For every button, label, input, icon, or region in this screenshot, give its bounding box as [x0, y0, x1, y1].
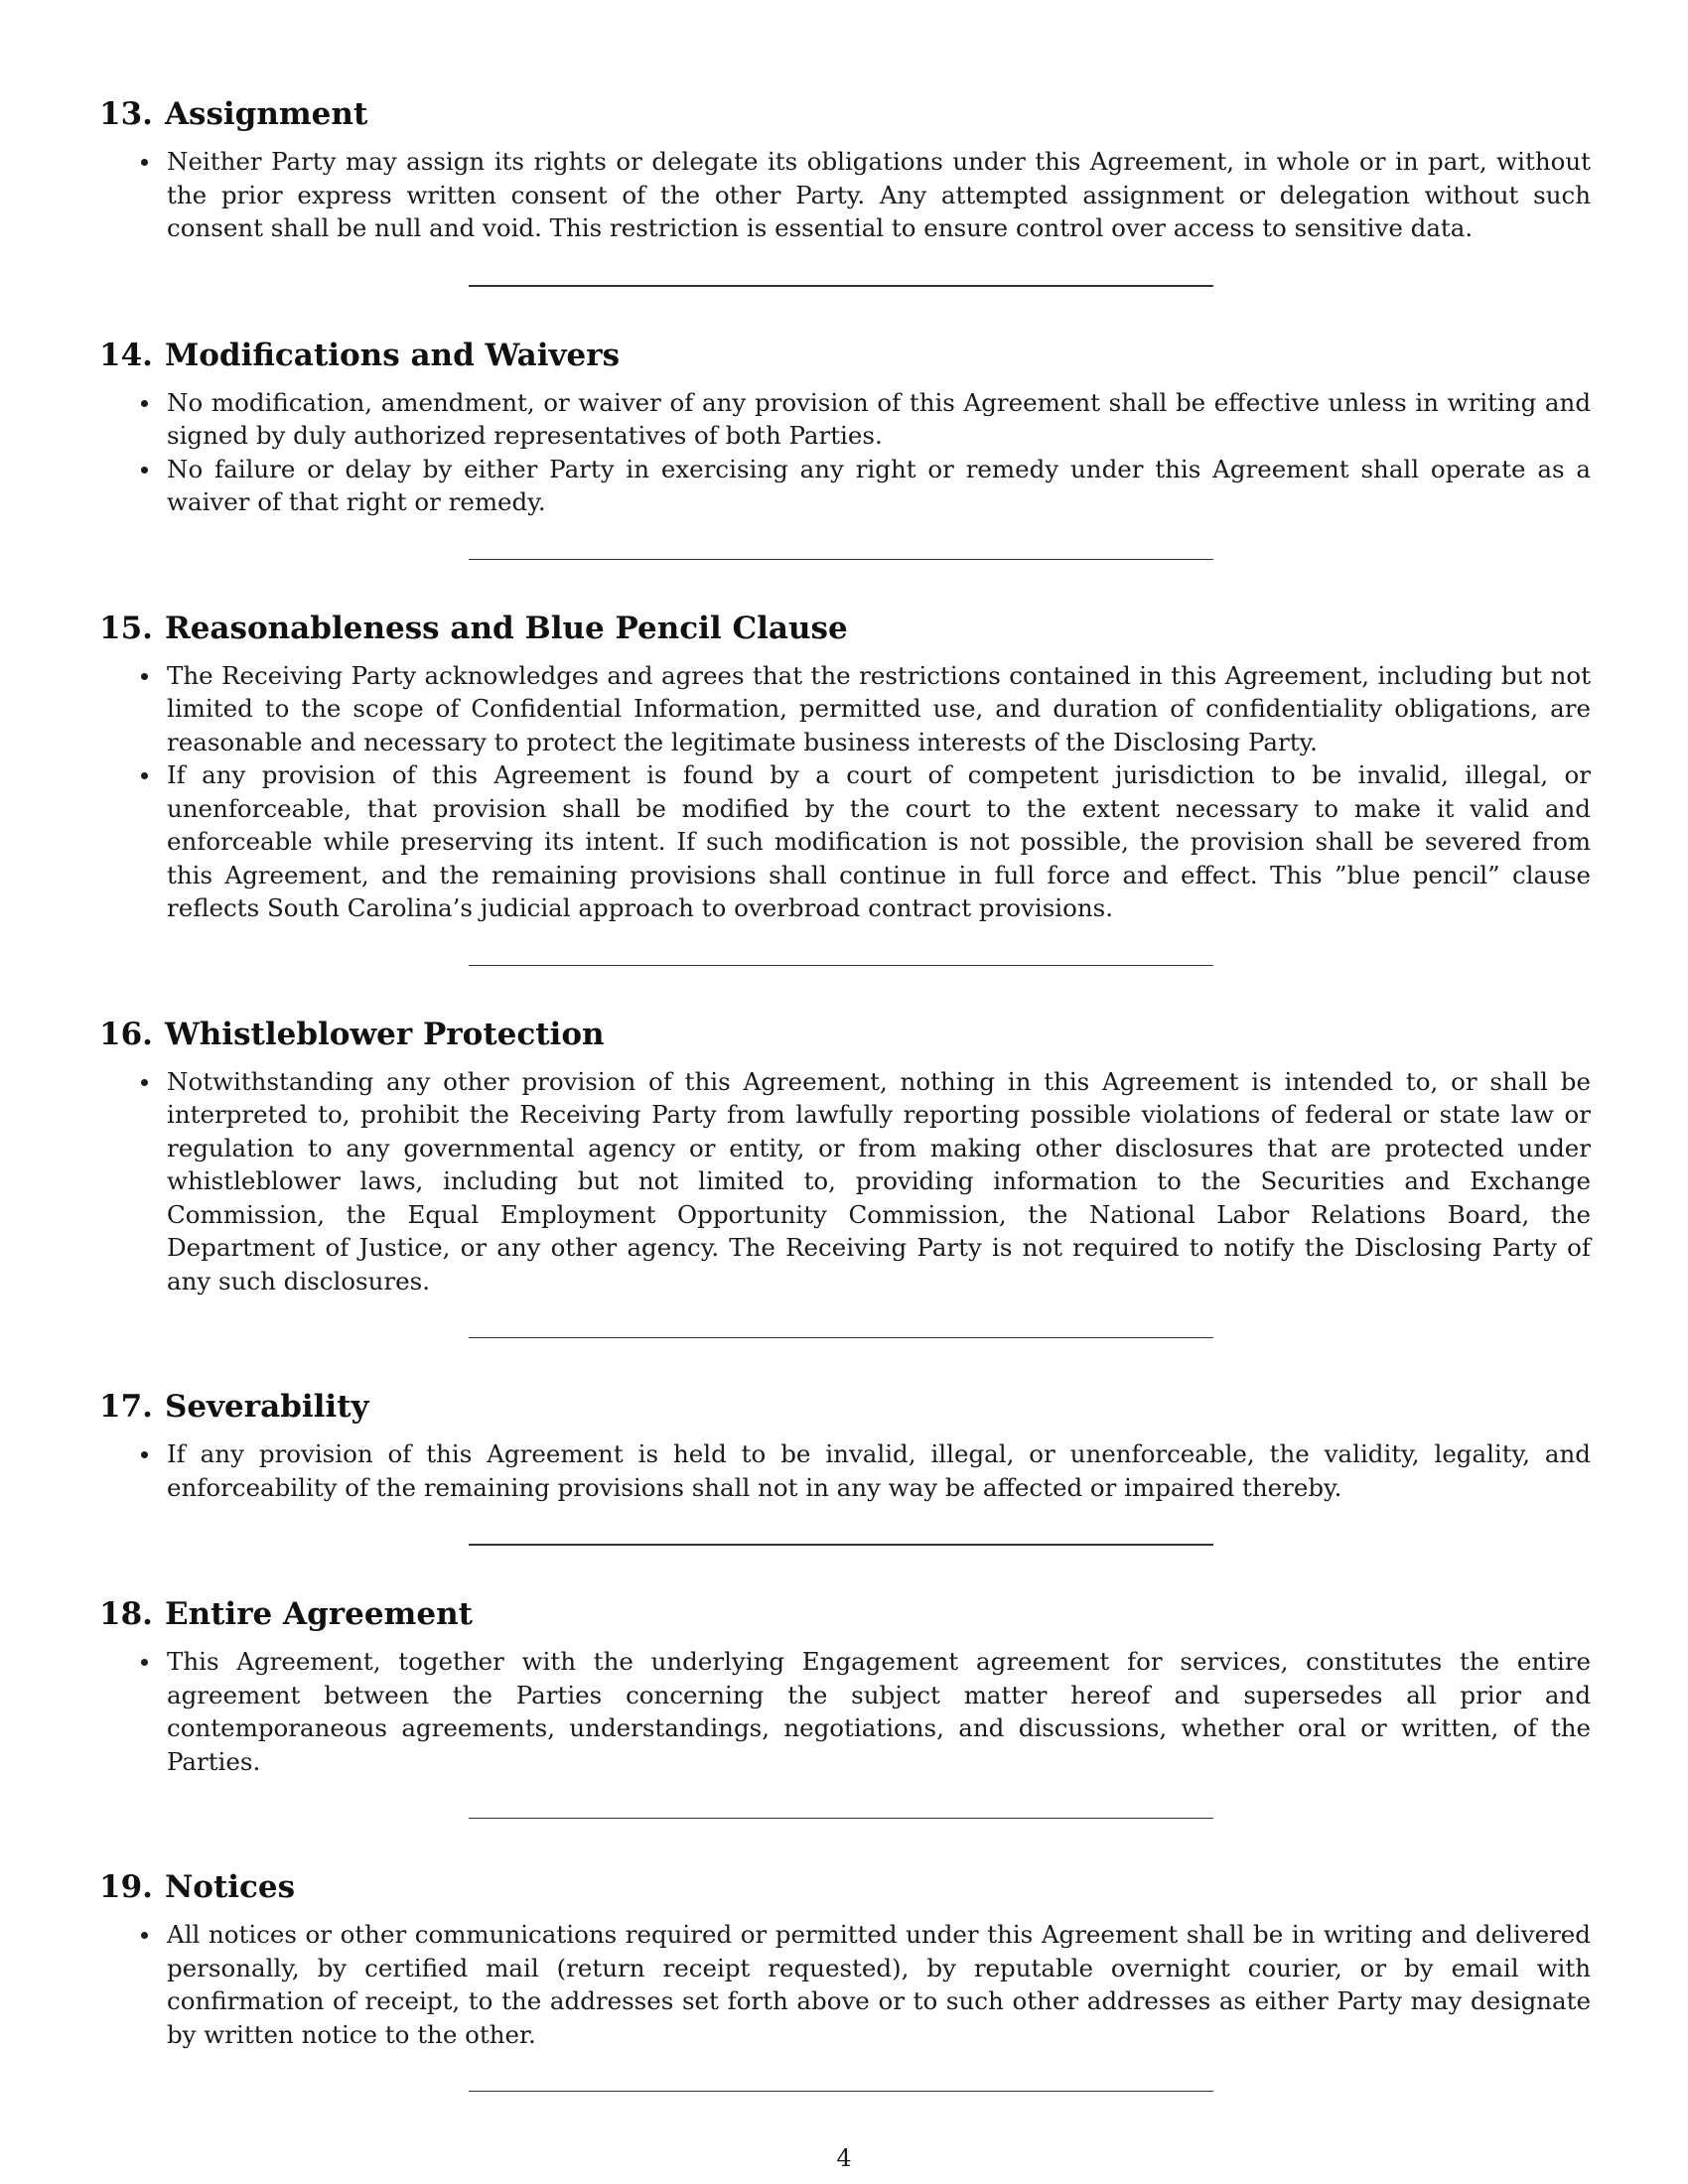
section-17-severability — [99, 1384, 1591, 1504]
section-heading — [99, 1384, 1591, 1430]
section-divider — [469, 1544, 1213, 1546]
bullet-list — [99, 1065, 1591, 1298]
bullet-list — [99, 1645, 1591, 1778]
section-number: 18. — [99, 1596, 153, 1632]
bullet-list — [99, 659, 1591, 925]
section-title: Entire Agreement — [164, 1596, 473, 1632]
section-number: 13. — [99, 96, 153, 132]
section-16-whistleblower-protection — [99, 1012, 1591, 1298]
section-14-modifications-and-waivers — [99, 333, 1591, 519]
section-heading — [99, 1012, 1591, 1057]
section-divider — [469, 285, 1213, 287]
list-item: This Agreement, together with the underlying Engagement agreement for services, constitutes the entire agreement between the Parties concerning the subject matter hereof and supersedes all prior and contemporaneous agreements, understandings, negotiations, and discussions, whether oral or written, of the Parties. — [167, 1645, 1591, 1778]
section-heading — [99, 1591, 1591, 1637]
section-divider — [469, 965, 1213, 966]
list-item: All notices or other communications required or permitted under this Agreement shall be in writing and delivered personally, by certified mail (return receipt requested), by reputable overnight courier, or by email with confirmation of receipt, to the addresses set forth above or to such other addresses as either Party may designate by written notice to the other. — [167, 1918, 1591, 2051]
list-item: The Receiving Party acknowledges and agrees that the restrictions contained in this Agreement, including but not limited to the scope of Confidential Information, permitted use, and duration of confidentiality obligations, are reasonable and necessary to protect the legitimate business interests of the Disclosing Party. — [167, 659, 1591, 759]
section-heading — [99, 1864, 1591, 1910]
list-item: Notwithstanding any other provision of this Agreement, nothing in this Agreement is intended to, or shall be interpreted to, prohibit the Receiving Party from lawfully reporting possible violations of federal or state law or regulation to any governmental agency or entity, or from making other disclosures that are protected under whistleblower laws, including but not limited to, providing information to the Securities and Exchange Commission, the Equal Employment Opportunity Commission, the National Labor Relations Board, the Department of Justice, or any other agency. The Receiving Party is not required to notify the Disclosing Party of any such disclosures. — [167, 1065, 1591, 1298]
bullet-list — [99, 386, 1591, 519]
section-divider — [469, 1818, 1213, 1819]
bullet-list — [99, 145, 1591, 245]
bullet-list — [99, 1437, 1591, 1504]
section-number: 14. — [99, 337, 153, 373]
section-title: Whistleblower Protection — [164, 1016, 605, 1052]
list-item: No modification, amendment, or waiver of any provision of this Agreement shall be effective unless in writing and signed by duly authorized representatives of both Parties. — [167, 386, 1591, 453]
document-page — [99, 91, 1591, 2137]
list-item: If any provision of this Agreement is held to be invalid, illegal, or unenforceable, the validity, legality, and enforceability of the remaining provisions shall not in any way be affected or impaired thereby. — [167, 1437, 1591, 1504]
section-title: Notices — [164, 1869, 296, 1905]
section-title: Modifications and Waivers — [164, 337, 621, 373]
section-number: 17. — [99, 1389, 153, 1425]
section-heading — [99, 606, 1591, 651]
section-title: Severability — [164, 1389, 369, 1425]
list-item: Neither Party may assign its rights or delegate its obligations under this Agreement, in whole or in part, without the prior express written consent of the other Party. Any attempted assignment or delegation without such consent shall be null and void. This restriction is essential to ensure control over access to sensitive data. — [167, 145, 1591, 245]
section-divider — [469, 2091, 1213, 2092]
section-heading — [99, 333, 1591, 378]
section-15-blue-pencil-clause — [99, 606, 1591, 925]
bullet-list — [99, 1918, 1591, 2051]
section-13-assignment — [99, 91, 1591, 245]
section-heading — [99, 91, 1591, 137]
section-title: Reasonableness and Blue Pencil Clause — [164, 610, 848, 646]
page-number: 4 — [836, 2144, 852, 2172]
section-number: 15. — [99, 610, 153, 646]
section-number: 16. — [99, 1016, 153, 1052]
section-19-notices — [99, 1864, 1591, 2051]
list-item: No failure or delay by either Party in exercising any right or remedy under this Agreement shall operate as a waiver of that right or remedy. — [167, 453, 1591, 519]
section-number: 19. — [99, 1869, 153, 1905]
section-18-entire-agreement — [99, 1591, 1591, 1778]
list-item: If any provision of this Agreement is found by a court of competent jurisdiction to be invalid, illegal, or unenforceable, that provision shall be modified by the court to the extent necessary to make it valid and enforceable while preserving its intent. If such modification is not possible, the provision shall be severed from this Agreement, and the remaining provisions shall continue in full force and effect. This ”blue pencil” clause reflects South Carolina’s judicial approach to overbroad contract provisions. — [167, 758, 1591, 925]
section-divider — [469, 559, 1213, 560]
section-title: Assignment — [164, 96, 368, 132]
section-divider — [469, 1337, 1213, 1338]
